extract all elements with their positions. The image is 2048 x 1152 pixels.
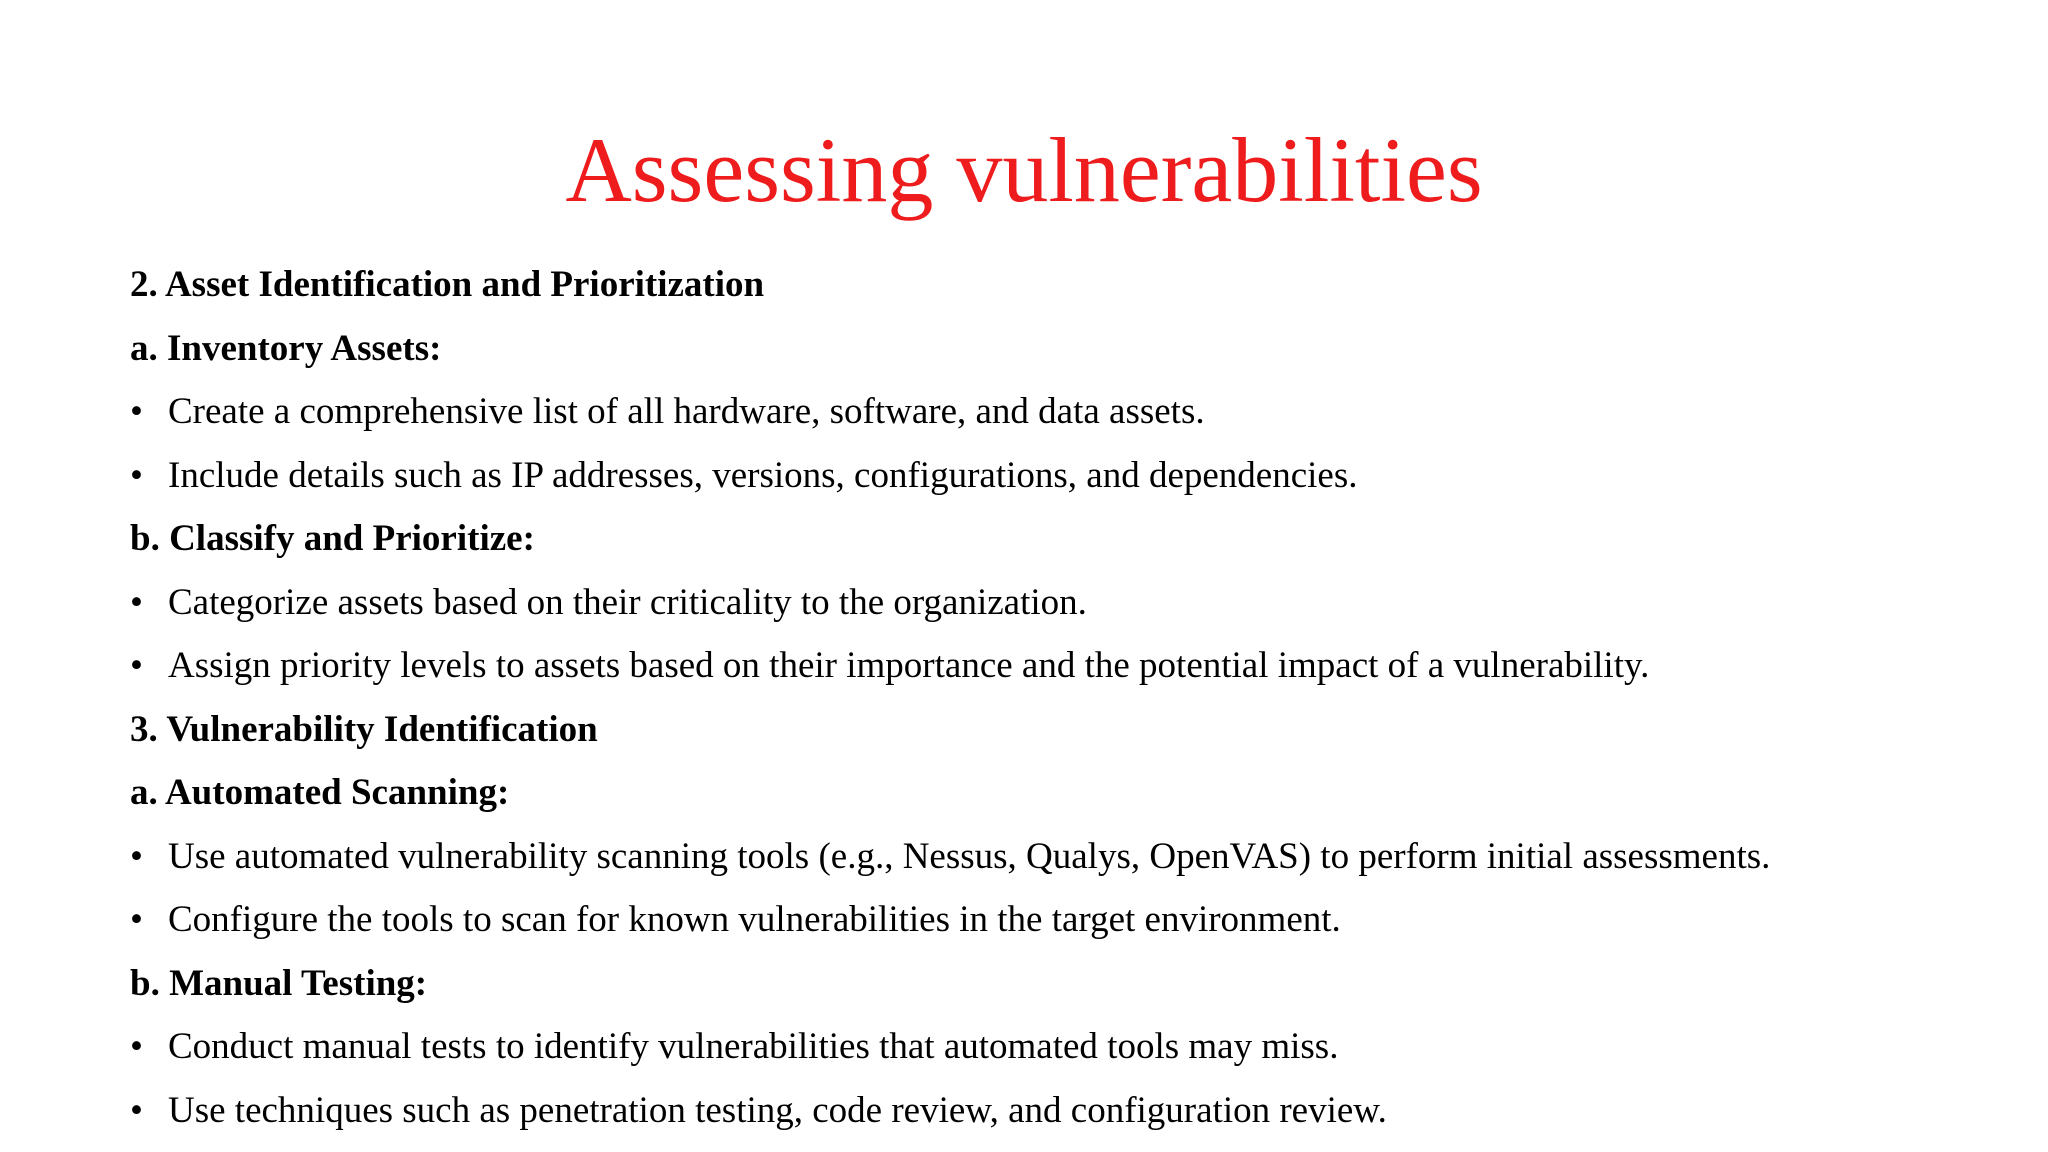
heading-text: 2. Asset Identification and Prioritization bbox=[130, 264, 765, 305]
bullet-item bbox=[130, 380, 1990, 444]
bullet-item bbox=[130, 571, 1990, 635]
bullet-text: Conduct manual tests to identify vulnerabilities that automated tools may miss. bbox=[168, 1026, 1339, 1067]
section-heading bbox=[130, 253, 1990, 317]
bullet-text: Include details such as IP addresses, versions, configurations, and dependencies. bbox=[168, 454, 1358, 496]
bullet-text: Configure the tools to scan for known vulnerabilities in the target environment. bbox=[168, 899, 1341, 940]
bullet-item bbox=[130, 1079, 1990, 1143]
bullet-item bbox=[130, 1015, 1990, 1079]
heading-text: a. Inventory Assets: bbox=[130, 327, 442, 369]
section-heading bbox=[130, 952, 1990, 1016]
heading-text: b. Manual Testing: bbox=[130, 962, 428, 1004]
bullet-icon: • bbox=[130, 1089, 143, 1131]
bullet-item bbox=[130, 444, 1990, 508]
bullet-text: Categorize assets based on their criticality to the organization. bbox=[168, 581, 1087, 623]
bullet-text: Create a comprehensive list of all hardware, software, and data assets. bbox=[168, 391, 1205, 432]
bullet-text: Assign priority levels to assets based on their importance and the potential impact of a vulnerability. bbox=[168, 645, 1650, 686]
section-heading bbox=[130, 507, 1990, 571]
bullet-item bbox=[130, 825, 1990, 889]
bullet-icon: • bbox=[130, 835, 143, 877]
bullet-icon: • bbox=[130, 645, 143, 686]
bullet-item bbox=[130, 634, 1990, 698]
bullet-icon: • bbox=[130, 581, 143, 623]
slide-content bbox=[130, 253, 1990, 1142]
section-heading bbox=[130, 317, 1990, 381]
section-heading bbox=[130, 698, 1990, 762]
bullet-icon: • bbox=[130, 1026, 143, 1067]
bullet-icon: • bbox=[130, 391, 143, 432]
bullet-icon: • bbox=[130, 899, 143, 940]
heading-text: b. Classify and Prioritize: bbox=[130, 518, 535, 559]
bullet-item bbox=[130, 888, 1990, 952]
bullet-text: Use automated vulnerability scanning tools (e.g., Nessus, Qualys, OpenVAS) to perform initial assessments. bbox=[168, 835, 1771, 877]
bullet-icon: • bbox=[130, 454, 143, 496]
heading-text: 3. Vulnerability Identification bbox=[130, 708, 598, 750]
heading-text: a. Automated Scanning: bbox=[130, 772, 510, 813]
slide-title: Assessing vulnerabilities bbox=[565, 119, 1483, 221]
bullet-text: Use techniques such as penetration testing, code review, and configuration review. bbox=[168, 1089, 1387, 1131]
section-heading bbox=[130, 761, 1990, 825]
